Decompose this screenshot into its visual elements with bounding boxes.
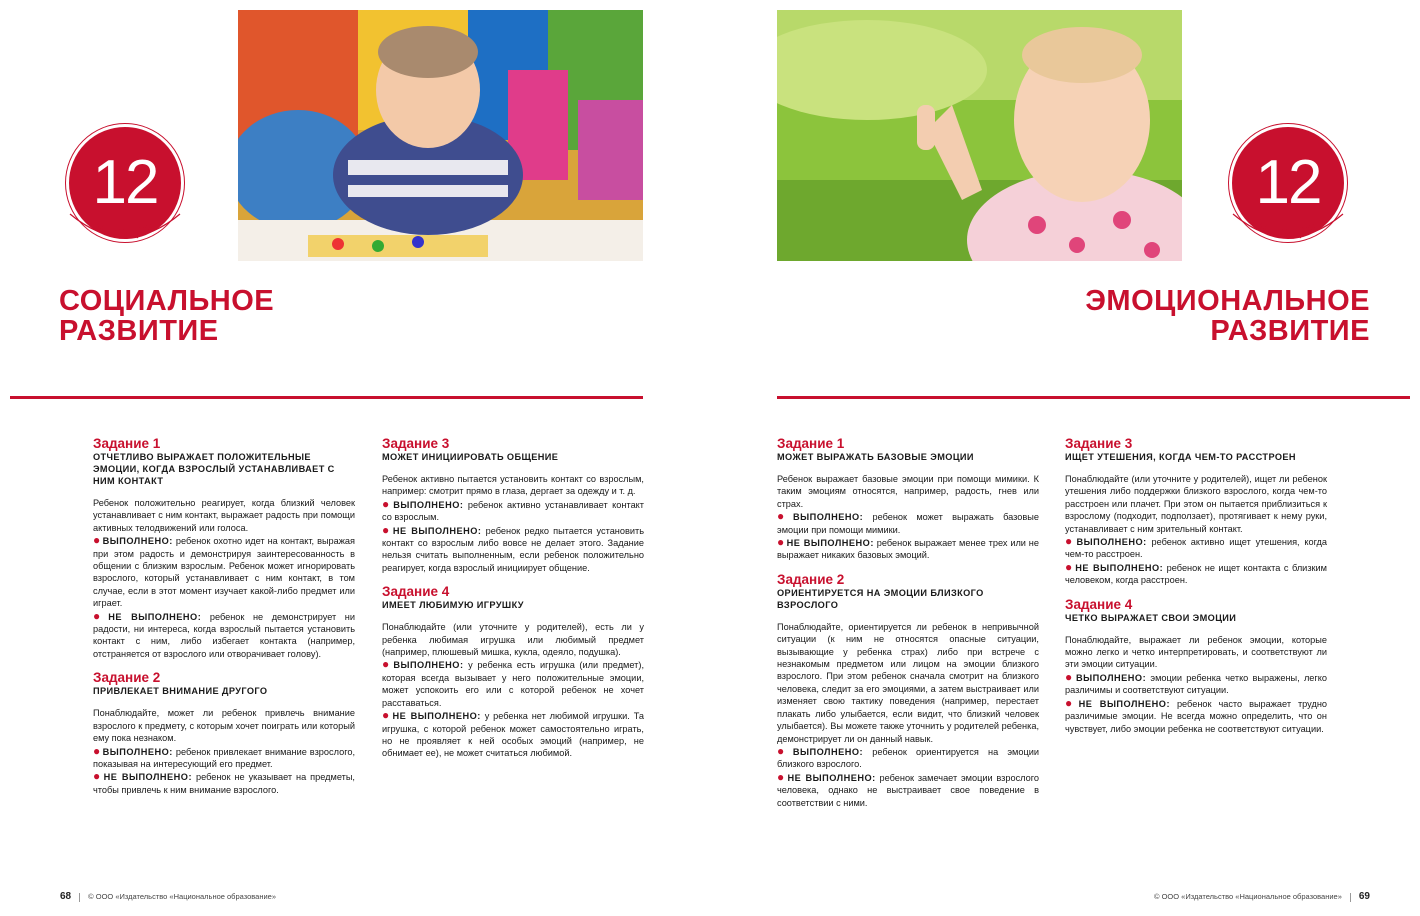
task-label: Задание 2 bbox=[777, 571, 845, 587]
age-unit-arc bbox=[1223, 202, 1353, 262]
age-number: 12 bbox=[66, 124, 184, 242]
task-heading: ПРИВЛЕКАЕТ ВНИМАНИЕ ДРУГОГО bbox=[93, 686, 268, 697]
page-footer bbox=[1154, 890, 1370, 904]
done-text: эмоции ребенка четко выражены, легко различимы и соответствуют ситуации. bbox=[1065, 672, 1327, 696]
tasks-column-2 bbox=[382, 436, 644, 770]
done-label: ВЫПОЛНЕНО: bbox=[792, 512, 864, 523]
not-done-text: ребенок не демонстрирует ни радости, ни интереса, когда взрослый пытается установить контакт с ним, либо избегает контакта (например, отстраняется от взрослого или отворачивает голову). bbox=[93, 611, 355, 659]
done-text: ребенок охотно идет на контакт, выражая при этом радость и демонстрируя заинтересованность в общении с близким взрослым. Ребенок может игнорировать взрослого, который устанавливает с ним контакт, в том случае, если в этот момент изучает какой-либо предмет или играет. bbox=[93, 536, 356, 609]
footer-separator bbox=[1350, 893, 1351, 902]
task-heading: ИЩЕТ УТЕШЕНИЯ, КОГДА ЧЕМ-ТО РАССТРОЕН bbox=[1065, 452, 1296, 462]
task-heading: ОТЧЕТЛИВО ВЫРАЖАЕТ ПОЛОЖИТЕЛЬНЫЕ ЭМОЦИИ, КОГДА ВЗРОСЛЫЙ УСТАНАВЛИВАЕТ С НИМ КОНТАКТ bbox=[93, 452, 335, 486]
bullet-dot-icon: ● bbox=[777, 743, 791, 758]
not-done-text: ребенок часто выражает трудно различимые эмоции. Не всегда можно определить, что он чувствует, либо эмоции ребенка не соответствуют ситуации. bbox=[1065, 698, 1327, 734]
task-heading: МОЖЕТ ВЫРАЖАТЬ БАЗОВЫЕ ЭМОЦИИ bbox=[777, 452, 974, 462]
bullet-dot-icon: ● bbox=[777, 535, 785, 550]
done-label: ВЫПОЛНЕНО: bbox=[1075, 672, 1147, 683]
right-page bbox=[710, 0, 1420, 916]
bullet-dot-icon: ● bbox=[1065, 669, 1074, 684]
age-unit-label: МЕСЯЦЕВ bbox=[1256, 221, 1320, 241]
page-footer bbox=[60, 890, 276, 904]
task-block bbox=[1065, 597, 1327, 735]
task-not-done bbox=[93, 610, 355, 661]
done-text: ребенок активно устанавливает контакт со взрослым. bbox=[382, 499, 645, 523]
task-not-done bbox=[382, 709, 644, 760]
bullet-dot-icon: ● bbox=[777, 509, 791, 524]
bullet-dot-icon: ● bbox=[1065, 695, 1077, 710]
not-done-text: ребенок не ищет контакта с близким человеком, когда расстроен. bbox=[1065, 562, 1327, 586]
task-body: Понаблюдайте, ориентируется ли ребенок в непривычной ситуации (к ним не относятся опасные ситуации, вызывающие у ребенка страх) либо при встрече с незнакомым предметом или лицом на эмоции близкого взрослого. При этом ребенок сначала смотрит на близкого человека, следит за его эмоциями, а затем выстраивает или изменяет свою тактику поведения (например, перестает плакать либо улыбается, если видит, что близкий человек улыбается). Вы можете также уточнить у родителей ребенка, демонстрирует ли он данный навык. bbox=[777, 621, 1039, 744]
task-body: Ребенок положительно реагирует, когда близкий человек устанавливает с ним контакт, выражает радость при помощи активных телодвижений или голоса. bbox=[93, 498, 355, 533]
not-done-text: ребенок не указывает на предметы, чтобы привлечь к ним внимание взрослого. bbox=[93, 772, 355, 795]
task-block bbox=[777, 436, 1039, 562]
bullet-dot-icon: ● bbox=[93, 533, 101, 548]
footer-separator bbox=[79, 893, 80, 902]
age-number: 12 bbox=[1229, 124, 1347, 242]
done-label: ВЫПОЛНЕНО: bbox=[102, 746, 173, 757]
task-label: Задание 4 bbox=[382, 584, 450, 600]
done-text: у ребенка есть игрушка (или предмет), которая всегда вызывает у него положительные эмоции, может успокоить его или с которой ребенок не хочет расставаться. bbox=[382, 660, 645, 708]
divider-line bbox=[10, 396, 643, 399]
age-unit-arc bbox=[60, 202, 190, 262]
bullet-dot-icon: ● bbox=[1065, 559, 1074, 574]
task-body: Понаблюдайте (или уточните у родителей), ищет ли ребенок утешения либо поддержки близкого взрослого, когда чем-то расстроен или плачет. При этом он пытается приблизиться к взрослому (подходит, подползает), протягивает к нему руки, устанавливает с ним зрительный контакт. bbox=[1065, 474, 1327, 534]
task-not-done bbox=[1065, 697, 1327, 735]
done-text: ребенок активно ищет утешения, когда чем-то расстроен. bbox=[1065, 537, 1328, 560]
age-badge bbox=[1229, 124, 1347, 264]
task-label: Задание 3 bbox=[1065, 436, 1133, 451]
done-label: ВЫПОЛНЕНО: bbox=[393, 499, 464, 510]
divider-line bbox=[777, 396, 1410, 399]
task-block bbox=[93, 670, 355, 796]
done-label: ВЫПОЛНЕНО: bbox=[1076, 537, 1147, 548]
bullet-dot-icon: ● bbox=[777, 769, 786, 784]
task-heading: ОРИЕНТИРУЕТСЯ НА ЭМОЦИИ БЛИЗКОГО ВЗРОСЛОГО bbox=[777, 587, 984, 610]
svg-text:МЕСЯЦЕВ bbox=[1257, 222, 1320, 240]
bullet-dot-icon: ● bbox=[382, 496, 392, 511]
bullet-dot-icon: ● bbox=[1065, 534, 1075, 549]
not-done-label: НЕ ВЫПОЛНЕНО: bbox=[392, 711, 481, 722]
task-block bbox=[1065, 436, 1327, 587]
age-unit-label: МЕСЯЦЕВ bbox=[93, 221, 157, 241]
task-body: Понаблюдайте, выражает ли ребенок эмоции, которые можно легко и четко интерпретировать, и соответствуют ли эти эмоции ситуации. bbox=[1065, 634, 1327, 670]
photo-baby-with-puzzle bbox=[238, 10, 643, 261]
age-badge bbox=[66, 124, 184, 264]
task-done bbox=[777, 510, 1039, 536]
page-number: 69 bbox=[1358, 891, 1370, 902]
done-label: ВЫПОЛНЕНО: bbox=[393, 660, 464, 671]
task-not-done bbox=[382, 524, 644, 575]
done-text: ребенок ориентируется на эмоции близкого взрослого. bbox=[777, 746, 1040, 770]
section-title bbox=[59, 286, 274, 346]
photo-baby-pointing bbox=[777, 10, 1182, 261]
task-body: Ребенок выражает базовые эмоции при помощи мимики. К таким эмоциям относятся, например, радость, гнев или страх. bbox=[777, 474, 1039, 509]
bullet-dot-icon: ● bbox=[93, 743, 101, 758]
bullet-dot-icon: ● bbox=[382, 708, 391, 723]
done-label: ВЫПОЛНЕНО: bbox=[102, 536, 173, 547]
task-label: Задание 4 bbox=[1065, 596, 1133, 612]
task-done bbox=[93, 534, 355, 609]
done-label: ВЫПОЛНЕНО: bbox=[792, 746, 864, 757]
bullet-dot-icon: ● bbox=[93, 608, 107, 623]
not-done-label: НЕ ВЫПОЛНЕНО: bbox=[1075, 562, 1164, 573]
task-label: Задание 1 bbox=[93, 436, 161, 451]
not-done-text: у ребенка нет любимой игрушки. Та игрушка, с которой ребенок может самостоятельно играть, но не проявляет к ней особых эмоций (например, не обнимает ее), не может считаться любимой. bbox=[382, 711, 644, 759]
section-title-line1: СОЦИАЛЬНОЕ bbox=[59, 285, 275, 317]
tasks-column-1 bbox=[93, 436, 355, 806]
task-body: Понаблюдайте, может ли ребенок привлечь внимание взрослого к предмету, с которым хочет поиграть или который ему пока незнаком. bbox=[93, 708, 355, 744]
task-block bbox=[382, 584, 644, 759]
task-done bbox=[777, 745, 1039, 771]
task-label: Задание 3 bbox=[382, 436, 450, 451]
tasks-column-1 bbox=[777, 436, 1039, 819]
task-label: Задание 1 bbox=[777, 436, 845, 451]
not-done-label: НЕ ВЫПОЛНЕНО: bbox=[786, 538, 874, 549]
task-body: Понаблюдайте (или уточните у родителей), есть ли у ребенка любимая игрушка или любимый предмет (например, плюшевый мишка, кукла, одеяло, подушка). bbox=[382, 622, 644, 658]
tasks-column-2 bbox=[1065, 436, 1327, 745]
not-done-text: ребенок выражает менее трех или не выражает никаких базовых эмоций. bbox=[777, 538, 1039, 561]
not-done-label: НЕ ВЫПОЛНЕНО: bbox=[108, 611, 202, 622]
page-number: 68 bbox=[60, 891, 72, 902]
task-not-done bbox=[93, 770, 355, 796]
section-title-line2: РАЗВИТИЕ bbox=[1210, 315, 1370, 347]
task-block bbox=[93, 436, 355, 660]
done-text: ребенок может выражать базовые эмоции при помощи мимики. bbox=[777, 512, 1039, 535]
task-heading: ИМЕЕТ ЛЮБИМУЮ ИГРУШКУ bbox=[382, 600, 524, 611]
task-done bbox=[382, 658, 644, 709]
not-done-text: ребенок замечает эмоции взрослого человека, однако не выстраивает свое поведение в соответствии с ними. bbox=[777, 772, 1039, 808]
task-done bbox=[1065, 671, 1327, 697]
copyright-text: © ООО «Издательство «Национальное образование» bbox=[1153, 892, 1342, 901]
task-not-done bbox=[777, 771, 1039, 809]
task-block bbox=[382, 436, 644, 574]
not-done-label: НЕ ВЫПОЛНЕНО: bbox=[103, 772, 193, 783]
not-done-label: НЕ ВЫПОЛНЕНО: bbox=[392, 525, 482, 536]
task-done bbox=[1065, 535, 1327, 561]
not-done-text: ребенок редко пытается установить контакт со взрослым либо вовсе не делает этого. Задание нельзя считать выполненным, если ребенок положительно реагирует, когда взрослый инициирует общение. bbox=[382, 525, 644, 573]
section-title bbox=[1085, 286, 1370, 346]
bullet-dot-icon: ● bbox=[382, 522, 391, 537]
not-done-label: НЕ ВЫПОЛНЕНО: bbox=[1078, 698, 1171, 709]
not-done-label: НЕ ВЫПОЛНЕНО: bbox=[787, 772, 876, 783]
section-title-line2: РАЗВИТИЕ bbox=[59, 315, 219, 347]
task-not-done bbox=[777, 536, 1039, 562]
task-done bbox=[93, 745, 355, 771]
task-body: Ребенок активно пытается установить контакт со взрослым, например: смотрит прямо в глаза, дергает за одежду и т. д. bbox=[382, 474, 644, 497]
bullet-dot-icon: ● bbox=[93, 769, 102, 784]
svg-text:МЕСЯЦЕВ bbox=[94, 222, 157, 240]
copyright-text: © ООО «Издательство «Национальное образование» bbox=[88, 892, 277, 901]
task-not-done bbox=[1065, 561, 1327, 587]
section-title-line1: ЭМОЦИОНАЛЬНОЕ bbox=[1085, 285, 1370, 317]
task-done bbox=[382, 498, 644, 524]
task-heading: МОЖЕТ ИНИЦИИРОВАТЬ ОБЩЕНИЕ bbox=[382, 452, 559, 462]
bullet-dot-icon: ● bbox=[382, 657, 392, 672]
task-heading: ЧЕТКО ВЫРАЖАЕТ СВОИ ЭМОЦИИ bbox=[1065, 612, 1237, 623]
task-block bbox=[777, 572, 1039, 809]
done-text: ребенок привлекает внимание взрослого, показывая на интересующий его предмет. bbox=[93, 746, 355, 769]
task-label: Задание 2 bbox=[93, 670, 161, 686]
